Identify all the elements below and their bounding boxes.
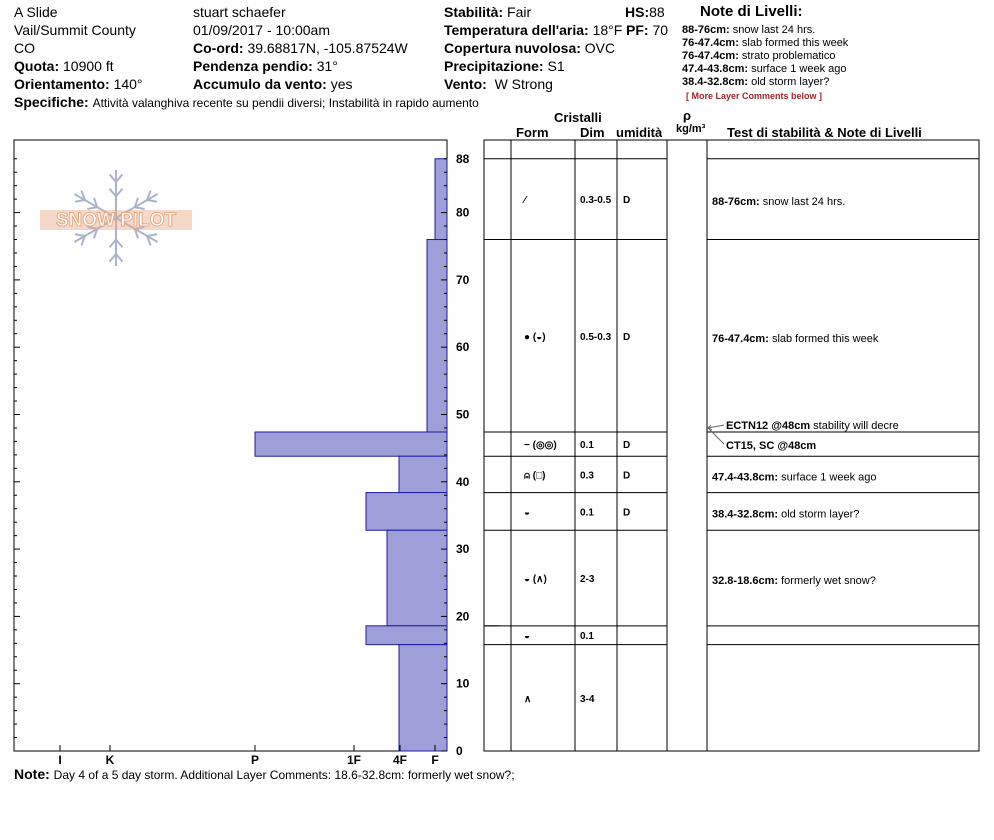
x-tick-label: 1F: [346, 753, 362, 767]
col-cristalli: Cristalli: [554, 110, 602, 125]
col-kgm3: kg/m³: [676, 123, 706, 135]
layer-note-text: strato problematico: [738, 50, 836, 62]
moisture: D: [623, 470, 631, 482]
layer-note-range: 38.4-32.8cm:: [682, 76, 749, 88]
row-note-range: 38.4-32.8cm:: [712, 508, 782, 521]
hardness-bar: [255, 432, 447, 456]
stab-value: Fair: [507, 4, 532, 20]
row-note-text: formerly wet snow?: [781, 575, 876, 588]
flake-branch: [87, 207, 97, 209]
pf-label: PF:: [626, 22, 649, 38]
crystal-size: 3-4: [580, 693, 595, 705]
crystal-form-symbol: ⁄: [524, 195, 526, 207]
state: CO: [14, 40, 35, 56]
orient-value: 140°: [113, 76, 143, 92]
crystal-form-symbol: − (◎◎): [524, 440, 557, 452]
stab-label: Stabilità:: [444, 4, 504, 20]
flake-branch: [75, 200, 85, 202]
vento-label: Vento:: [444, 76, 487, 92]
temp-value: 18°F: [592, 22, 623, 38]
layer-note-range: 76-47.4cm:: [682, 37, 739, 49]
col-rho: ρ: [683, 108, 692, 123]
spec-value: Attività valanghiva recente su pendii diversi; Instabilità in rapido aumento: [92, 96, 479, 110]
crystal-size: 0.3-0.5: [580, 195, 612, 207]
y-tick-label: 88: [456, 151, 470, 166]
datetime: 01/09/2017 - 10:00am: [193, 22, 330, 38]
y-tick-label: 60: [456, 340, 470, 355]
row-note: [712, 575, 876, 587]
layer-note-range: 88-76cm:: [682, 24, 730, 36]
hardness-bar: [387, 530, 447, 626]
layer-note-range: 76-47.4cm:: [682, 50, 739, 62]
stability-test-label: ECTN12 @48cm: [726, 419, 811, 432]
orient-label: Orientamento:: [14, 76, 110, 92]
crystal-form-symbol: ⍝ (□): [524, 470, 546, 482]
col-umidita: umidità: [616, 125, 663, 140]
row-note-text: snow last 24 hrs.: [762, 196, 846, 209]
crystal-size: 0.5-0.3: [580, 331, 612, 343]
col-form: Form: [516, 125, 549, 140]
crystal-form-symbol: ◒: [524, 507, 531, 519]
layer-note-text: snow last 24 hrs.: [729, 24, 816, 36]
test-arrow-2: [708, 428, 724, 444]
row-note-range: 32.8-18.6cm:: [712, 575, 782, 588]
moisture: D: [623, 507, 631, 519]
y-tick-label: 70: [456, 272, 470, 287]
moisture: D: [623, 440, 631, 452]
crystal-form-symbol: ∧: [524, 693, 532, 705]
quota-value: 10900 ft: [63, 58, 114, 74]
footer-text: Day 4 of a 5 day storm. Additional Layer Comments: 18.6-32.8cm: formerly wet snow?;: [53, 768, 515, 782]
x-tick-label: 4F: [392, 753, 408, 767]
hs-label: HS:: [625, 4, 650, 20]
more-comments-link[interactable]: [ More Layer Comments below ]: [686, 91, 823, 101]
prec-label: Precipitazione:: [444, 58, 544, 74]
crystal-size: 0.3: [580, 470, 594, 482]
moisture: D: [623, 331, 631, 343]
accum-value: yes: [330, 76, 353, 92]
row-note: [712, 508, 859, 520]
layer-note-text: slab formed this week: [738, 37, 849, 49]
cop-value: OVC: [584, 40, 616, 56]
stability-test: [726, 420, 899, 432]
row-note: [712, 333, 879, 345]
x-tick-label: F: [431, 753, 439, 767]
y-tick-label: 40: [456, 474, 470, 489]
row-note-range: 47.4-43.8cm:: [712, 471, 782, 484]
layer-note-text: old storm layer?: [748, 76, 830, 88]
hardness-bar: [366, 493, 447, 531]
hardness-bar: [427, 240, 447, 432]
x-tick-label: K: [105, 753, 115, 767]
hardness-bar: [399, 645, 447, 751]
row-note-text: old storm layer?: [781, 508, 860, 521]
slide-name: A Slide: [14, 4, 58, 20]
stability-test: [726, 440, 816, 452]
temp-label: Temperatura dell'aria:: [444, 22, 589, 38]
row-note-text: slab formed this week: [771, 332, 879, 345]
footer-label: Note:: [14, 766, 50, 782]
crystal-form-symbol: ● (◒): [524, 331, 546, 343]
snowpilot-logo: [40, 170, 192, 266]
crystal-size: 0.1: [580, 631, 594, 643]
logo-text: SNOW PILOT: [55, 210, 177, 231]
location: Vail/Summit County: [14, 22, 136, 38]
observer: stuart schaefer: [193, 4, 286, 20]
accum-label: Accumulo da vento:: [193, 76, 327, 92]
moisture: D: [623, 195, 631, 207]
layer-notes-title: Note di Livelli:: [700, 3, 803, 20]
row-note-range: 88-76cm:: [712, 196, 763, 209]
row-note-text: surface 1 week ago: [781, 471, 877, 484]
hardness-bar: [366, 626, 447, 645]
spec-label: Specifiche:: [14, 94, 89, 110]
cop-label: Copertura nuvolosa:: [444, 40, 581, 56]
row-note-range: 76-47.4cm:: [712, 332, 772, 345]
y-tick-label: 50: [456, 407, 470, 422]
pf-value: 70: [652, 22, 669, 38]
flake-branch: [147, 200, 157, 202]
x-tick-label: I: [58, 753, 62, 767]
coord-label: Co-ord:: [193, 40, 244, 56]
col-dim: Dim: [580, 125, 605, 140]
crystal-size: 0.1: [580, 440, 594, 452]
quota-label: Quota:: [14, 58, 60, 74]
row-note: [712, 471, 877, 483]
row-note: [712, 196, 845, 208]
pend-label: Pendenza pendio:: [193, 58, 313, 74]
y-tick-label: 30: [456, 542, 470, 557]
crystal-form-symbol: ◒: [524, 631, 531, 643]
flake-branch: [75, 234, 85, 236]
layer-note-text: surface 1 week ago: [748, 63, 847, 75]
coord-value: 39.68817N, -105.87524W: [247, 40, 408, 56]
x-tick-label: P: [250, 753, 260, 767]
stability-test-label: CT15, SC @48cm: [726, 439, 817, 452]
y-tick-label: 20: [456, 609, 470, 624]
prec-value: S1: [547, 58, 565, 74]
y-tick-label: 80: [456, 205, 470, 220]
vento-value: W Strong: [494, 76, 553, 92]
stability-test-note: stability will decre: [810, 419, 899, 432]
crystal-form-symbol: ◒ (∧): [524, 574, 547, 586]
y-tick-label: 0: [456, 744, 463, 758]
crystal-size: 0.1: [580, 507, 594, 519]
col-test: Test di stabilità & Note di Livelli: [727, 125, 922, 140]
flake-branch: [147, 234, 157, 236]
crystal-size: 2-3: [580, 574, 595, 586]
y-tick-label: 10: [456, 676, 470, 691]
layer-note-range: 47.4-43.8cm:: [682, 63, 749, 75]
pend-value: 31°: [316, 58, 338, 74]
flake-branch: [135, 207, 145, 209]
hardness-bar: [399, 456, 447, 492]
hs-value: 88: [649, 4, 665, 20]
